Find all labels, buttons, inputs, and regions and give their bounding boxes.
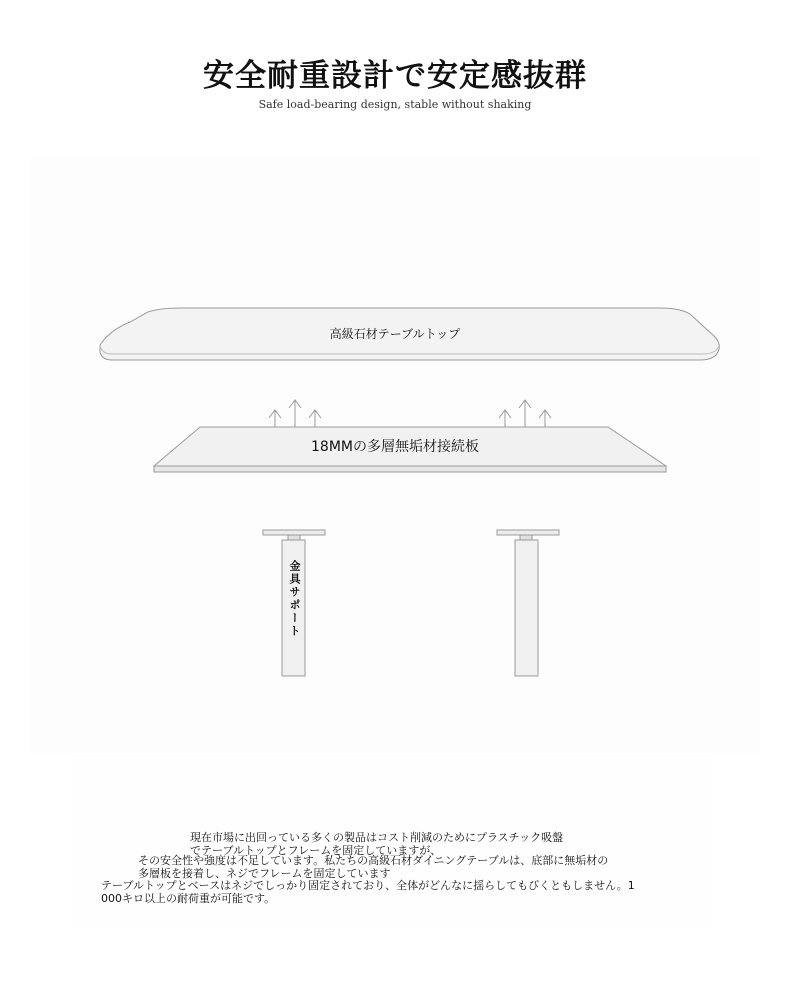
description-line-2: その安全性や強度は不足しています。私たちの高級石材ダイニングテーブルは、底部に無垢材の 多層板を接着し、ネジでフレームを固定しています — [138, 854, 609, 880]
page-subtitle: Safe load-bearing design, stable without shaking — [258, 98, 532, 111]
description-line-3: テーブルトップとベースはネジでしっかり固定されており、全体がどんなに揺らしてもびくともしません。1 000キロ以上の耐荷重が可能です。 — [101, 879, 635, 905]
metal-support-right — [497, 530, 559, 676]
tabletop-label: 高級石材テーブルトップ — [329, 327, 461, 341]
description-line-1: 現在市場に出回っている多くの製品はコスト削減のためにプラスチック吸盤 でテーブルトップとフレームを固定していますが、 — [190, 831, 564, 857]
support-label: 金具サポート — [288, 560, 301, 638]
page-title: 安全耐重設計で安定感抜群 — [203, 58, 587, 94]
board-label: 18MMの多層無垢材接続板 — [311, 439, 479, 455]
